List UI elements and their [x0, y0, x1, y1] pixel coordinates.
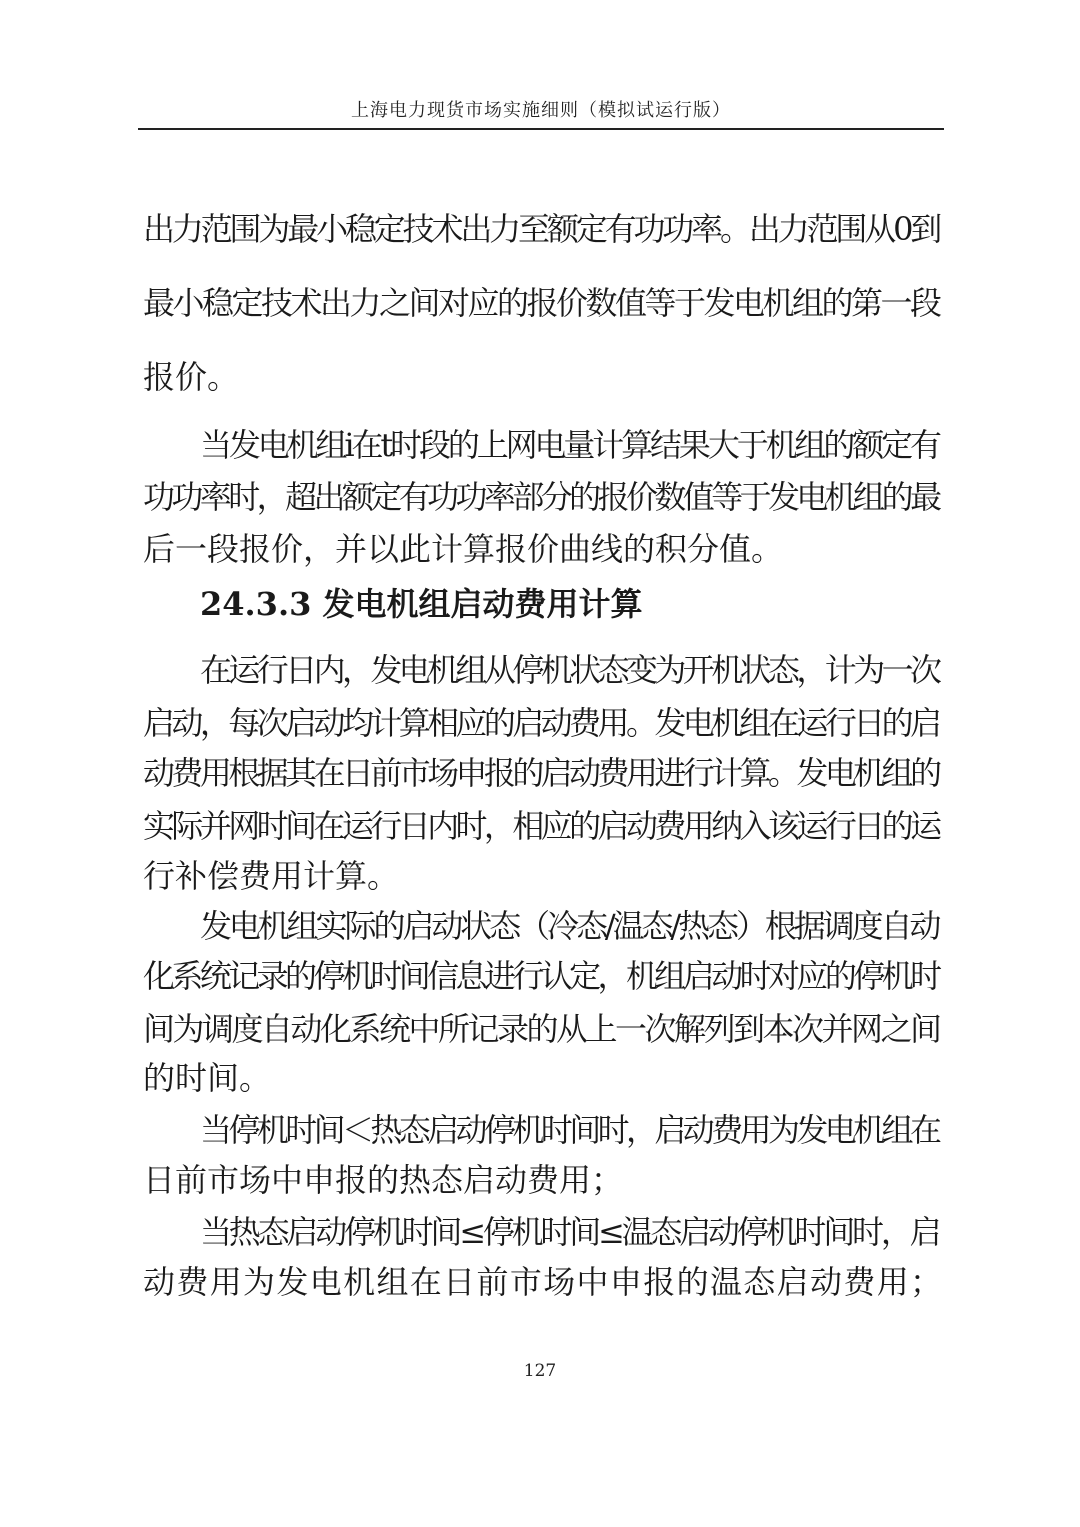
body-line: 启动，每次启动均计算相应的启动费用。发电机组在运行日的启 [143, 704, 939, 742]
body-line: 当热态启动停机时间≤停机时间≤温态启动停机时间时，启 [200, 1213, 939, 1251]
body-line: 行补偿费用计算。 [143, 857, 400, 895]
page-number: 127 [523, 1361, 557, 1381]
body-line: 动费用为发电机组在日前市场中申报的温态启动费用； [143, 1263, 944, 1301]
header-rule [138, 128, 944, 130]
section-heading: 24.3.3 发电机组启动费用计算 [200, 585, 643, 623]
body-line: 最小稳定技术出力之间对应的报价数值等于发电机组的第一段 [143, 284, 940, 322]
body-line: 后一段报价，并以此计算报价曲线的积分值。 [143, 530, 784, 568]
body-line: 化系统记录的停机时间信息进行认定，机组启动时对应的停机时 [143, 957, 939, 995]
running-header: 上海电力现货市场实施细则（模拟试运行版） [351, 100, 731, 121]
body-line: 日前市场中申报的热态启动费用； [143, 1161, 624, 1199]
body-line: 出力范围为最小稳定技术出力至额定有功功率。出力范围从0到 [143, 210, 940, 248]
body-line: 当停机时间＜热态启动停机时间时，启动费用为发电机组在 [200, 1111, 939, 1149]
body-line: 间为调度自动化系统中所记录的从上一次解列到本次并网之间 [143, 1010, 940, 1048]
body-line: 的时间。 [143, 1059, 272, 1097]
body-line: 功功率时，超出额定有功功率部分的报价数值等于发电机组的最 [143, 478, 939, 516]
body-line: 当发电机组i在t时段的上网电量计算结果大于机组的额定有 [200, 426, 939, 464]
body-line: 在运行日内，发电机组从停机状态变为开机状态，计为一次 [200, 651, 939, 689]
body-line: 动费用根据其在日前市场申报的启动费用进行计算。发电机组的 [143, 754, 939, 792]
body-line: 报价。 [143, 358, 240, 396]
body-line: 发电机组实际的启动状态（冷态/温态/热态）根据调度自动 [200, 907, 939, 945]
body-line: 实际并网时间在运行日内时，相应的启动费用纳入该运行日的运 [143, 807, 939, 845]
